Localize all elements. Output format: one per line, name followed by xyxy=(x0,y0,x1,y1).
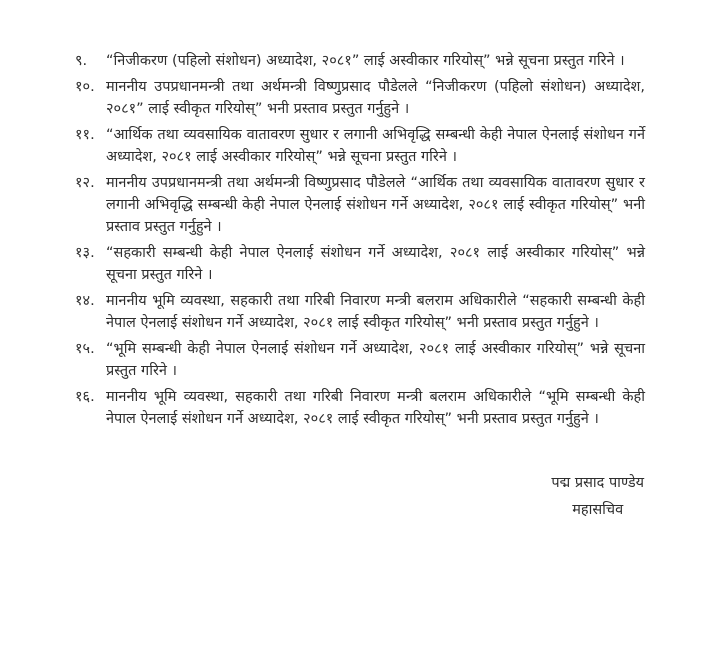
list-item xyxy=(75,50,645,72)
item-text: माननीय उपप्रधानमन्त्री तथा अर्थमन्त्री विष्णुप्रसाद पौडेलले “आर्थिक तथा व्यवसायिक वातावरण सुधार र लगानी अभिवृद्धि सम्बन्धी केही नेपाल ऐनलाई संशोधन गर्ने अध्यादेश, २०८१ लाई स्वीकृत गरियोस्” भनी प्रस्ताव प्रस्तुत गर्नुहुने । xyxy=(106,175,645,235)
list-item xyxy=(75,76,645,120)
item-number: १३. xyxy=(75,245,95,261)
item-text: “निजीकरण (पहिलो संशोधन) अध्यादेश, २०८१” लाई अस्वीकार गरियोस्” भन्ने सूचना प्रस्तुत गरिने । xyxy=(106,53,625,69)
item-number: १६. xyxy=(75,389,95,405)
item-number: १५. xyxy=(75,341,95,357)
item-text: माननीय भूमि व्यवस्था, सहकारी तथा गरिबी निवारण मन्त्री बलराम अधिकारीले “सहकारी सम्बन्धी केही नेपाल ऐनलाई संशोधन गर्ने अध्यादेश, २०८१ लाई स्वीकृत गरियोस्” भनी प्रस्ताव प्रस्तुत गर्नुहुने । xyxy=(106,293,645,331)
list-item xyxy=(75,124,645,168)
signature-block xyxy=(551,470,644,524)
item-number: ११. xyxy=(75,127,95,143)
signatory-title: महासचिव xyxy=(572,502,624,518)
item-number: ९. xyxy=(75,53,88,69)
item-text: माननीय भूमि व्यवस्था, सहकारी तथा गरिबी निवारण मन्त्री बलराम अधिकारीले “भूमि सम्बन्धी केही नेपाल ऐनलाई संशोधन गर्ने अध्यादेश, २०८१ लाई स्वीकृत गरियोस्” भनी प्रस्ताव प्रस्तुत गर्नुहुने । xyxy=(106,389,645,427)
item-number: १२. xyxy=(75,175,95,191)
list-item xyxy=(75,242,645,286)
item-text: “भूमि सम्बन्धी केही नेपाल ऐनलाई संशोधन गर्ने अध्यादेश, २०८१ लाई अस्वीकार गरियोस्” भन्ने सूचना प्रस्तुत गरिने । xyxy=(106,341,645,379)
list-item xyxy=(75,290,645,334)
signatory-name: पद्म प्रसाद पाण्डेय xyxy=(551,475,644,491)
agenda-list xyxy=(75,50,645,434)
list-item xyxy=(75,386,645,430)
item-text: “सहकारी सम्बन्धी केही नेपाल ऐनलाई संशोधन गर्ने अध्यादेश, २०८१ लाई अस्वीकार गरियोस्” भन्ने सूचना प्रस्तुत गरिने । xyxy=(106,245,645,283)
item-text: “आर्थिक तथा व्यवसायिक वातावरण सुधार र लगानी अभिवृद्धि सम्बन्धी केही नेपाल ऐनलाई संशोधन गर्ने अध्यादेश, २०८१ लाई अस्वीकार गरियोस्” भन्ने सूचना प्रस्तुत गरिने । xyxy=(106,127,645,165)
item-number: १४. xyxy=(75,293,95,309)
list-item xyxy=(75,338,645,382)
item-text: माननीय उपप्रधानमन्त्री तथा अर्थमन्त्री विष्णुप्रसाद पौडेलले “निजीकरण (पहिलो संशोधन) अध्यादेश, २०८१” लाई स्वीकृत गरियोस्” भनी प्रस्ताव प्रस्तुत गर्नुहुने । xyxy=(106,79,645,117)
list-item xyxy=(75,172,645,238)
item-number: १०. xyxy=(75,79,95,95)
